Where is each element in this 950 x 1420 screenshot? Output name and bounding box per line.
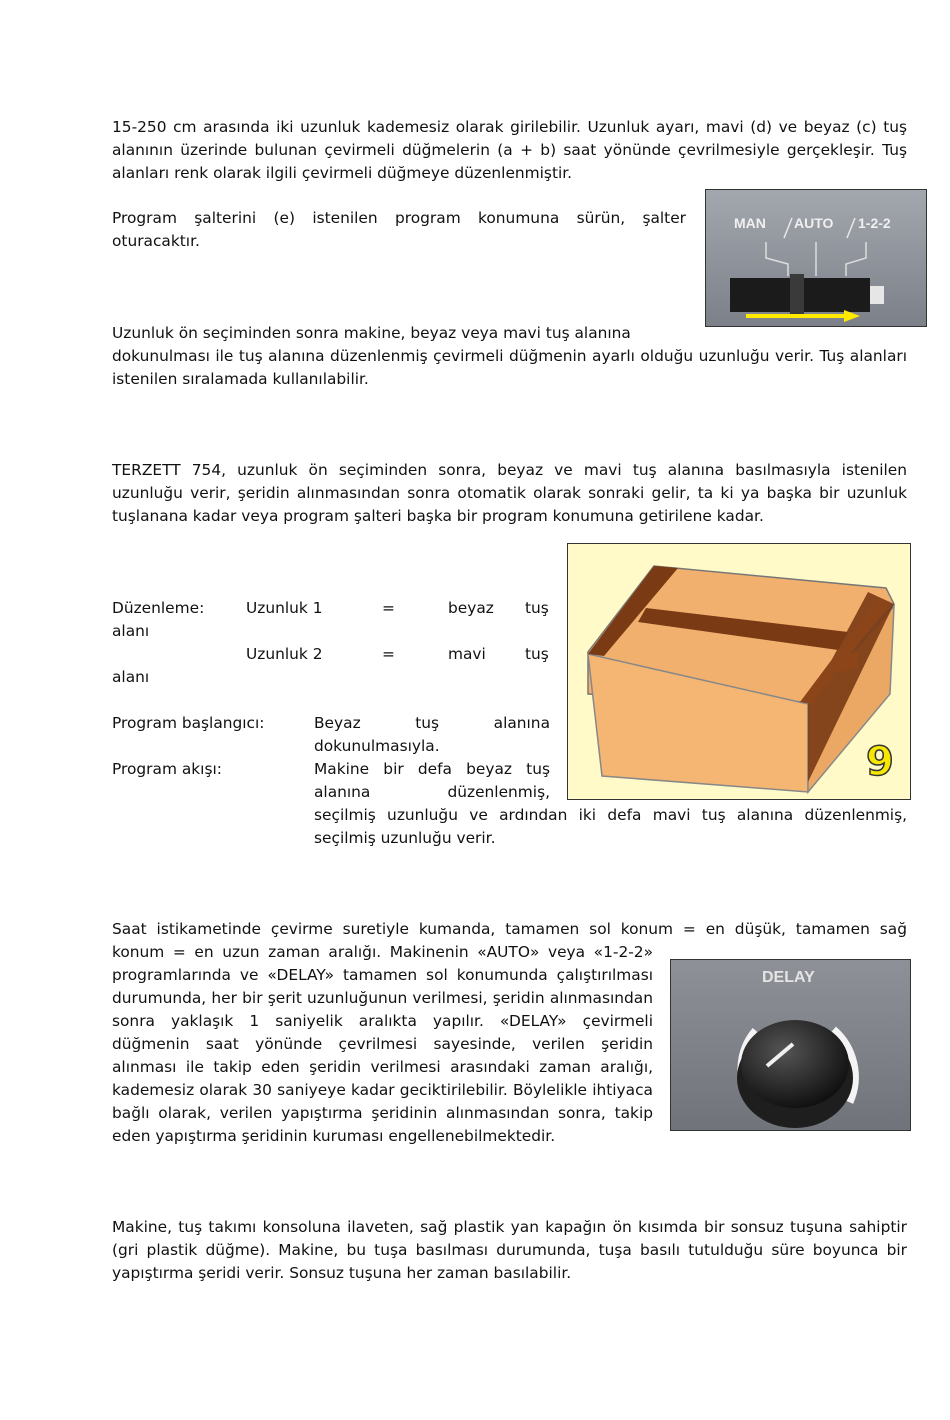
delay-paragraph: konum = en uzun zaman aralığı. Makinenin «AUTO» veya «1-2-2» programlarında ve «DELAY» tamamen sol konumunda çalıştırılması durumunda, her bir şerit uzunluğunun verilmesi, şeridin alınmasından sonra yaklaşık 1 saniyelik aralıkta yapılır. «DELAY» çevirmeli düğmenin saat yönünde çevrilmesi sayesinde, verilen şeridin alınması ile takip eden şeridin verilmesi arasındaki zaman aralığı, kademesiz olarak 30 saniyeye kadar geciktirilebilir. Böylelikle ihtiyaca bağlı olarak, verilen yapıştırma şeridinin alınmasından sonra, takip eden yapıştırma şeridinin kuruması engellenebilmektedir. — [112, 943, 653, 1145]
length2-eq: = — [382, 645, 395, 663]
program-flow-label: Program akışı: — [112, 760, 222, 778]
assignment-label: Düzenleme: — [112, 599, 205, 617]
length2-value: mavi — [448, 645, 486, 663]
length1-value: beyaz — [448, 599, 494, 617]
switch-label-man: MAN — [734, 215, 766, 231]
length-selection-rest: dokunulması ile tuş alanına düzenlenmiş çevirmeli düğmenin ayarlı olduğu uzunluğu verir. Tuş alanları istenilen sıralamada kullanılabilir. — [112, 347, 907, 388]
length2-word: tuş — [525, 645, 549, 663]
box-figure — [567, 543, 911, 800]
delay-line1: Saat istikametinde çevirme suretiyle kumanda, tamamen sol konum = en düşük, tamamen sağ — [112, 920, 907, 938]
delay-label: DELAY — [762, 969, 815, 986]
length1-eq: = — [382, 599, 395, 617]
switch-label-auto: AUTO — [794, 215, 834, 231]
box-with-tape-icon — [568, 544, 910, 799]
length2-cont: alanı — [112, 668, 150, 686]
length-selection-line1: Uzunluk ön seçiminden sonra makine, beyaz veya mavi tuş alanına — [112, 324, 631, 342]
program-flow-text-wide: seçilmiş uzunluğu ve ardından iki defa mavi tuş alanına düzenlenmiş, seçilmiş uzunluğu verir. — [314, 806, 907, 847]
length1-name: Uzunluk 1 — [246, 599, 323, 617]
program-switch-paragraph: Program şalterini (e) istenilen program konumuna sürün, şalter oturacaktır. — [112, 209, 686, 250]
terzett-paragraph: TERZETT 754, uzunluk ön seçiminden sonra, beyaz ve mavi tuş alanına basılmasıyla istenilen uzunluğu verir, şeridin alınmasından sonra otomatik olarak sonraki gelir, ta ki ya başka bir uzunluk tuşlanana kadar veya program şalteri başka bir program konumuna getirilene kadar. — [112, 461, 907, 525]
program-switch-icon — [706, 190, 926, 326]
program-start-label: Program başlangıcı: — [112, 714, 265, 732]
program-switch-photo — [705, 189, 927, 327]
intro-paragraph: 15-250 cm arasında iki uzunluk kademesiz olarak girilebilir. Uzunluk ayarı, mavi (d) ve beyaz (c) tuş alanının üzerinde bulunan çevirmeli düğmelerin (a + b) saat yönünde çevrilmesiyle gerçekleşir. Tuş alanları renk olarak ilgili çevirmeli düğmeye düzenlenmiştir. — [112, 118, 907, 182]
endless-button-paragraph: Makine, tuş takımı konsoluna ilaveten, sağ plastik yan kapağın ön kısımda bir sonsuz tuşuna sahiptir (gri plastik düğme). Makine, bu tuşa basılması durumunda, tuşa basılı tutulduğu süre boyunca bir yapıştırma şeridi verir. Sonsuz tuşuna her zaman basılabilir. — [112, 1218, 907, 1282]
length1-word: tuş — [525, 599, 549, 617]
figure-number: 9 — [866, 739, 894, 785]
program-flow-text-narrow: Makine bir defa beyaz tuş alanına düzenlenmiş, — [314, 760, 550, 801]
delay-knob-photo — [670, 959, 911, 1131]
program-start-text: Beyaz tuş alanına dokunulmasıyla. — [314, 714, 550, 755]
length1-cont: alanı — [112, 622, 150, 640]
length2-name: Uzunluk 2 — [246, 645, 323, 663]
switch-label-122: 1-2-2 — [858, 215, 891, 231]
